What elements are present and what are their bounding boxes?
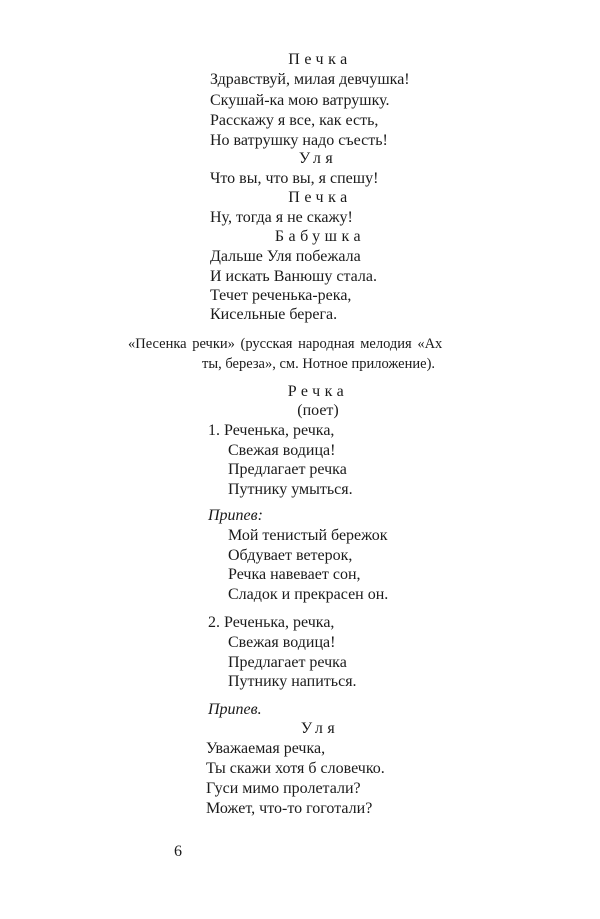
speaker-pechka: Печка <box>288 51 352 68</box>
verse-line: 1. Реченька, речка, <box>208 422 335 439</box>
chorus-repeat-label: Припев. <box>208 701 262 718</box>
chorus-line: Обдувает ветерок, <box>228 547 353 564</box>
page-number: 6 <box>174 843 182 860</box>
verse-line: Гуси мимо пролетали? <box>206 780 361 797</box>
chorus-line: Речка навевает сон, <box>228 566 361 583</box>
chorus-line: Мой тенистый бережок <box>228 527 388 544</box>
verse-line: Свежая водица! <box>228 442 336 459</box>
verse-line: Скушай-ка мою ватрушку. <box>210 92 390 109</box>
verse-line: Путнику умыться. <box>228 481 353 498</box>
verse-line: Здравствуй, милая девчушка! <box>210 71 410 88</box>
verse-line: Может, что-то гоготали? <box>206 800 373 817</box>
verse-line: 2. Реченька, речка, <box>208 614 335 631</box>
verse-line: И искать Ванюшу стала. <box>210 268 377 285</box>
verse-line: Кисельные берега. <box>210 306 338 323</box>
speaker-ulya: Уля <box>298 150 338 167</box>
verse-line: Предлагает речка <box>228 461 347 478</box>
speaker-ulya: Уля <box>300 720 340 737</box>
verse-line: Свежая водица! <box>228 634 336 651</box>
verse-line: Дальше Уля побежала <box>210 248 361 265</box>
song-note: «Песенка речки» (русская народная мелодия «Ах <box>128 336 443 352</box>
verse-line: Что вы, что вы, я спешу! <box>210 170 379 187</box>
speaker-rechka: Речка <box>287 383 349 400</box>
verse-line: Но ватрушку надо съесть! <box>210 132 388 149</box>
song-note: ты, береза», см. Нотное приложение). <box>202 356 436 372</box>
verse-line: Течет реченька-река, <box>210 287 352 304</box>
verse-line: Путнику напиться. <box>228 673 357 690</box>
verse-line: Ну, тогда я не скажу! <box>210 209 353 226</box>
speaker-babushka: Бабушка <box>274 228 366 245</box>
stage-direction: (поет) <box>297 402 339 419</box>
chorus-line: Сладок и прекрасен он. <box>228 586 389 603</box>
verse-line: Ты скажи хотя б словечко. <box>206 760 385 777</box>
verse-line: Предлагает речка <box>228 654 347 671</box>
verse-line: Уважаемая речка, <box>206 740 326 757</box>
verse-line: Расскажу я все, как есть, <box>210 112 379 129</box>
chorus-label: Припев: <box>208 507 263 524</box>
speaker-pechka: Печка <box>288 189 352 206</box>
